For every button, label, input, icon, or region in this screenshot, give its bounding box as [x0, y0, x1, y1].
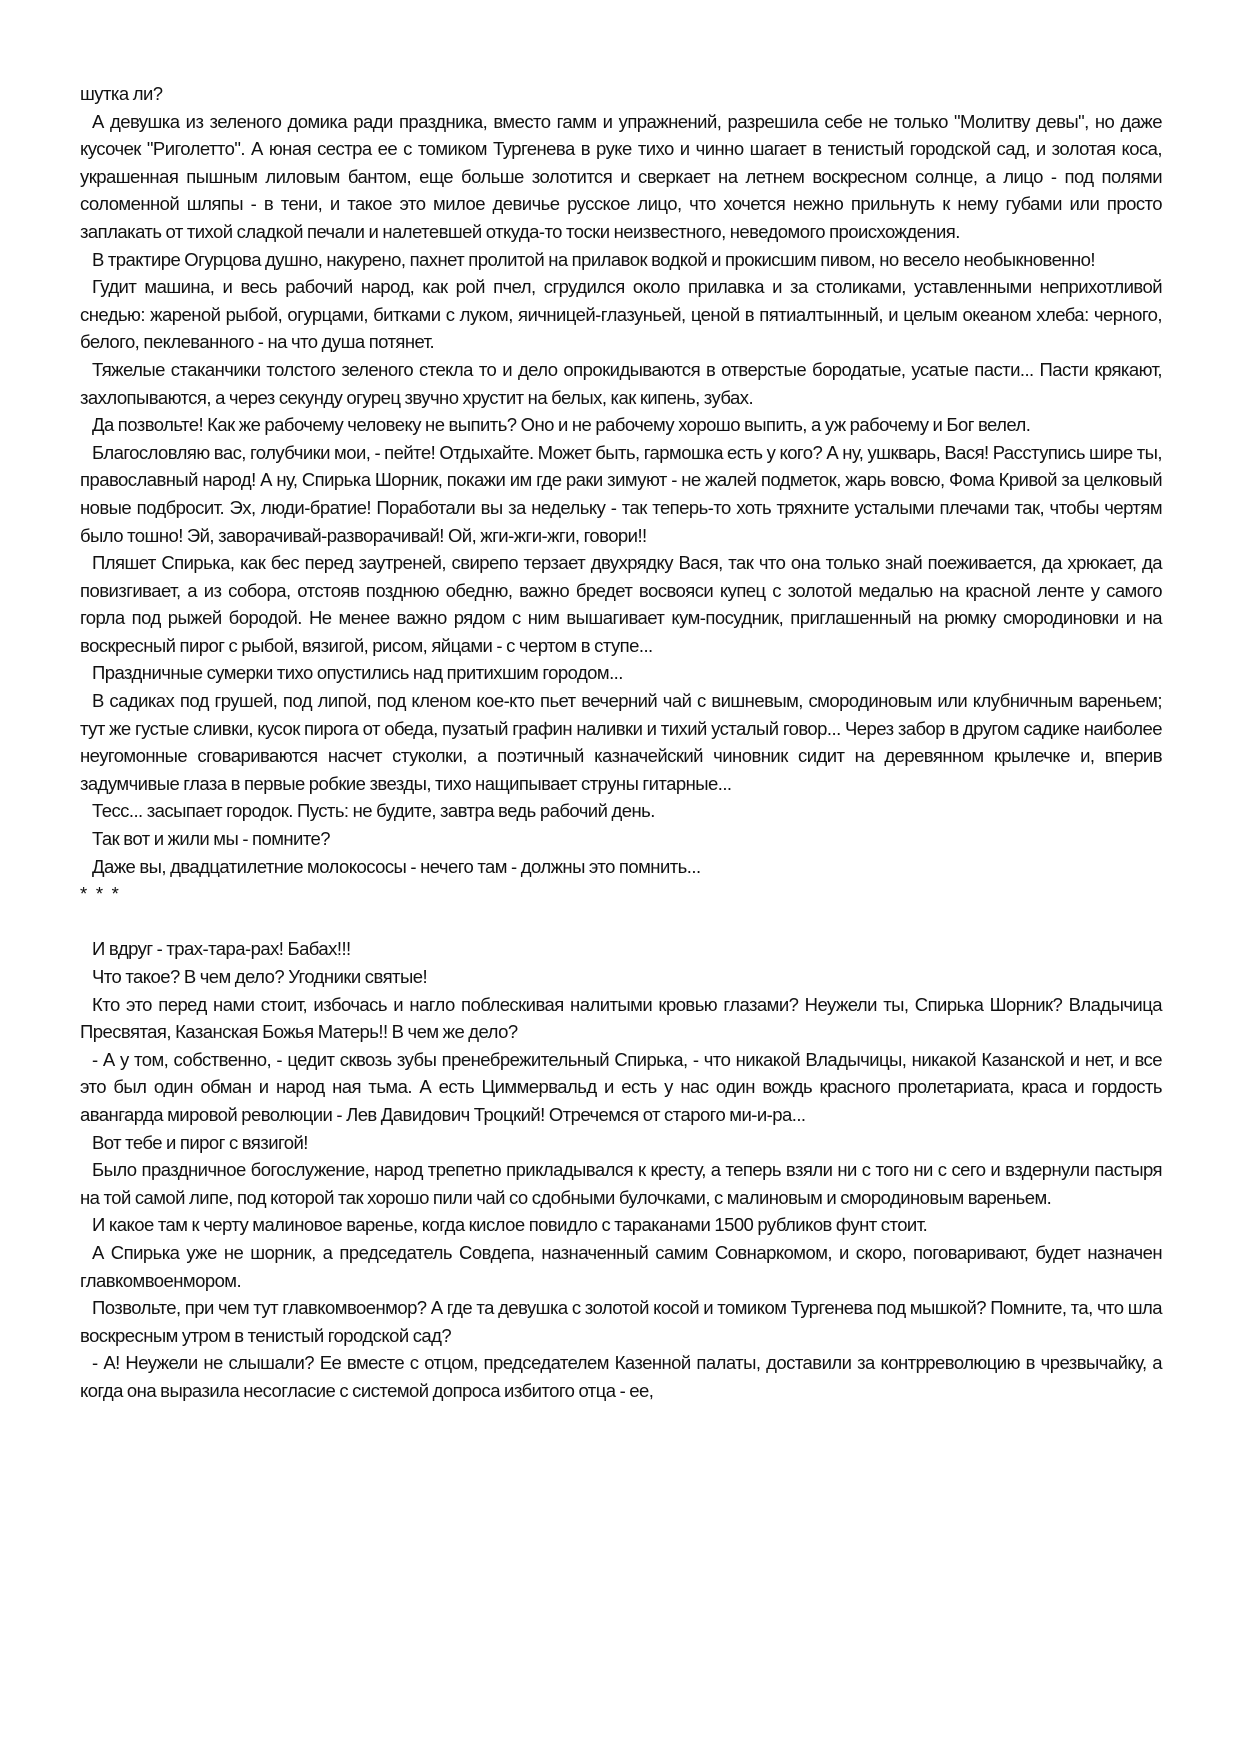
paragraph: Что такое? В чем дело? Угодники святые! [92, 966, 428, 987]
paragraph: Тяжелые стаканчики толстого зеленого стекла то и дело опрокидываются в отверстые бородатые, усатые пасти... Пасти крякают, захлопываются, а через секунду огурец звучно хрустит на белых, как кипень, зубах. [80, 358, 1162, 408]
paragraph: Позвольте, при чем тут главкомвоенмор? А где та девушка с золотой косой и томиком Тургенева под мышкой? Помните, та, что шла воскресным утром в тенистый городской сад? [80, 1297, 1162, 1346]
paragraph: Было праздничное богослужение, народ трепетно прикладывался к кресту, а теперь взяли ни с того ни с сего и вздернули пастыря на той самой липе, под которой так хорошо пили чай со сдобными булочками, с малиновым и смородиновым вареньем. [80, 1159, 1162, 1208]
paragraph: Даже вы, двадцатилетние молокососы - нечего там - должны это помнить... [92, 855, 701, 877]
document-page [80, 80, 1162, 1405]
paragraph: И вдруг - трах-тара-рах! Бабах!!! [92, 938, 351, 960]
paragraph: В трактире Огурцова душно, накурено, пахнет пролитой на прилавок водкой и прокисшим пивом, но весело необыкновенно! [92, 248, 1095, 270]
text-section-2 [80, 935, 1162, 1404]
paragraph: Тесс... засыпает городок. Пусть: не будите, завтра ведь рабочий день. [92, 800, 655, 822]
paragraph: И какое там к черту малиновое варенье, когда кислое повидло с тараканами 1500 рубликов фунт стоит. [92, 1214, 928, 1236]
paragraph: Да позвольте! Как же рабочему человеку не выпить? Оно и не рабочему хорошо выпить, а уж рабочему и Бог велел. [92, 414, 1031, 436]
paragraph: Гудит машина, и весь рабочий народ, как рой пчел, сгрудился около прилавка и за столиками, уставленными неприхотливой снедью: жареной рыбой, огурцами, битками с луком, яичницей-глазуньей, ценой в пятиалтынный, и целым океаном хлеба: черного, белого, пеклеванного - на что душа потянет. [80, 276, 1162, 353]
paragraph: - А! Неужели не слышали? Ее вместе с отцом, председателем Казенной палаты, доставили за контрреволюцию в чрезвычайку, а когда она выразила несогласие с системой допроса избитого отца - ее, [80, 1352, 1162, 1401]
paragraph: А девушка из зеленого домика ради праздника, вместо гамм и упражнений, разрешила себе не только "Молитву девы", но даже кусочек "Риголетто". А юная сестра ее с томиком Тургенева в руке тихо и чинно шагает в тенистый городской сад, и золотая коса, украшенная пышным лиловым бантом, еще больше золотится и сверкает на летнем воскресном солнце, а лицо - под полями соломенной шляпы - в тени, и такое это милое девичье русское лицо, что хочется нежно прильнуть к нему губами или просто заплакать от тихой сладкой печали и налетевшей откуда-то тоски неизвестного, неведомого происхождения. [80, 110, 1162, 242]
blank-line [80, 908, 1162, 936]
paragraph: - А у том, собственно, - цедит сквозь зубы пренебрежительный Спирька, - что никакой Владычицы, никакой Казанской и нет, и все это был один обман и народ ная тьма. А есть Циммервальд и есть у нас один вождь красного пролетариата, краса и гордость авангарда мировой революции - Лев Давидович Троцкий! Отречемся от старого ми-и-ра... [80, 1048, 1162, 1125]
paragraph: Вот тебе и пирог с вязигой! [92, 1131, 308, 1153]
text-section-1 [80, 80, 1162, 880]
paragraph: шутка ли? [80, 83, 163, 104]
paragraph: В садиках под грушей, под липой, под кленом кое-кто пьет вечерний чай с вишневым, смородиновым или клубничным вареньем; тут же густые сливки, кусок пирога от обеда, пузатый графин наливки и тихий усталый говор... Через забор в другом садике наиболее неугомонные сговариваются насчет стуколки, а поэтичный казначейский чиновник сидит на деревянном крылечке и, вперив задумчивые глаза в первые робкие звезды, тихо нащипывает струны гитарные... [80, 690, 1162, 794]
paragraph: А Спирька уже не шорник, а председатель Совдепа, назначенный самим Совнаркомом, и скоро, поговаривают, будет назначен главкомвоенмором. [80, 1241, 1162, 1291]
section-separator: * * * [80, 883, 121, 905]
paragraph: Пляшет Спирька, как бес перед заутреней, свирепо терзает двухрядку Вася, так что она только знай поеживается, да хрюкает, да повизгивает, а из собора, отстояв позднюю обедню, важно бредет восвояси купец с золотой медалью на красной ленте у самого горла под рыжей бородой. Не менее важно рядом с ним вышагивает кум-посудник, приглашенный на рюмку смородиновки и на воскресный пирог с рыбой, вязигой, рисом, яйцами - с чертом в ступе... [80, 552, 1162, 656]
paragraph: Кто это перед нами стоит, избочась и нагло поблескивая налитыми кровью глазами? Неужели ты, Спирька Шорник? Владычица Пресвятая, Казанская Божья Матерь!! В чем же дело? [80, 993, 1162, 1043]
paragraph: Так вот и жили мы - помните? [92, 828, 331, 850]
paragraph: Праздничные сумерки тихо опустились над притихшим городом... [92, 662, 623, 684]
paragraph: Благословляю вас, голубчики мои, - пейте! Отдыхайте. Может быть, гармошка есть у кого? А ну, ушкварь, Вася! Расступись шире ты, православный народ! А ну, Спирька Шорник, покажи им где раки зимуют - не жалей подметок, жарь вовсю, Фома Кривой за целковый новые подбросит. Эх, люди-братие! Поработали вы за недельку - так теперь-то хоть тряхните усталыми плечами так, чтобы чертям было тошно! Эй, заворачивай-разворачивай! Ой, жги-жги-жги, говори!! [80, 441, 1162, 546]
